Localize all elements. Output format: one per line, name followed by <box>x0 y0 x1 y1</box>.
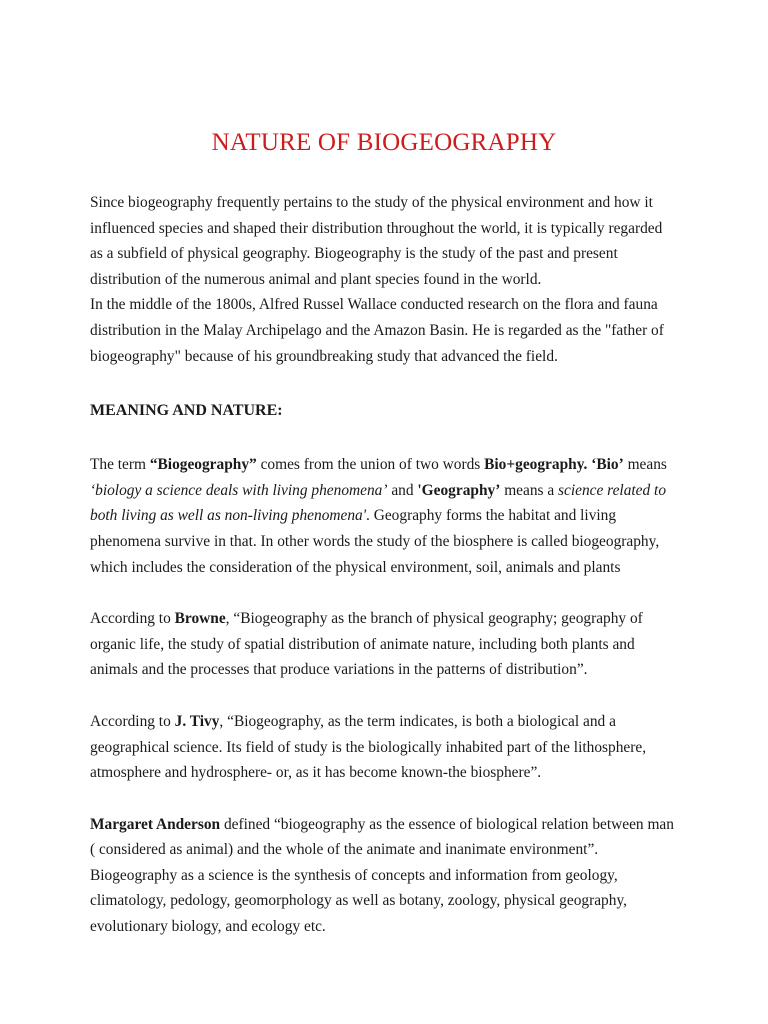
term-text-11: . Geography forms the habitat and living phenomena survive in that. In other words the study of the biosphere is called biogeography, which includes the consideration of the physical environment, soil, animals and plants <box>90 507 660 576</box>
term-geography-bold: 'Geography’ <box>417 481 501 499</box>
term-bio-meaning-italic: ‘biology a science deals with living phenomena’ <box>90 481 388 499</box>
browne-name: Browne <box>174 610 226 628</box>
term-text-9: means a <box>500 481 559 499</box>
term-text-7: and <box>387 481 418 499</box>
intro-paragraph-1: Since biogeography frequently pertains to the study of the physical environment and how it influenced species and shaped their distribution throughout the world, it is typically regarded as a subfield of physical geography. Biogeography is the study of the past and present distribution of the numerous animal and plant species found in the world. <box>90 194 663 288</box>
term-text-1: The term <box>90 456 150 474</box>
browne-quote: , “Biogeography as the branch of physical geography; geography of organic life, the study of spatial distribution of animate nature, including both plants and animals and the processes that produce variations in the patterns of distribution”. <box>90 610 643 679</box>
tivy-quote-paragraph <box>90 709 678 786</box>
term-text-3: comes from the union of two words <box>256 456 485 474</box>
intro-section <box>90 190 678 369</box>
intro-paragraph-2: In the middle of the 1800s, Alfred Russel Wallace conducted research on the flora and fauna distribution in the Malay Archipelago and the Amazon Basin. He is regarded as the "father of biogeography" because of his groundbreaking study that advanced the field. <box>90 296 664 365</box>
browne-prefix: According to <box>90 610 175 628</box>
anderson-section <box>90 812 678 940</box>
term-definition-paragraph <box>90 452 678 580</box>
anderson-quote-paragraph <box>90 812 678 863</box>
term-biogeography-bold: “Biogeography” <box>149 456 257 474</box>
term-geography-meaning-italic: science related to both living as well as non-living phenomena' <box>90 481 667 525</box>
term-text-5: means <box>623 456 667 474</box>
section-heading: MEANING AND NATURE: <box>90 402 283 420</box>
tivy-name: J. Tivy <box>174 712 220 730</box>
anderson-quote: defined “biogeography as the essence of biological relation between man ( considered as animal) and the whole of the animate and inanimate environment”. <box>90 815 674 859</box>
synthesis-paragraph: Biogeography as a science is the synthesis of concepts and information from geology, climatology, pedology, geomorphology as well as botany, zoology, physical geography, evolutionary biology, and ecology etc. <box>90 866 627 936</box>
page-title: NATURE OF BIOGEOGRAPHY <box>211 129 557 156</box>
term-bio-geography-bold: Bio+geography. ‘Bio’ <box>484 456 624 474</box>
anderson-name: Margaret Anderson <box>90 815 221 833</box>
tivy-quote: , “Biogeography, as the term indicates, is both a biological and a geographical science. Its field of study is the biologically inhabited part of the lithosphere, atmosphere and hydrosphere- or, as it has become known-the biosphere”. <box>90 712 647 782</box>
tivy-prefix: According to <box>90 712 175 730</box>
browne-quote-paragraph <box>90 606 678 683</box>
